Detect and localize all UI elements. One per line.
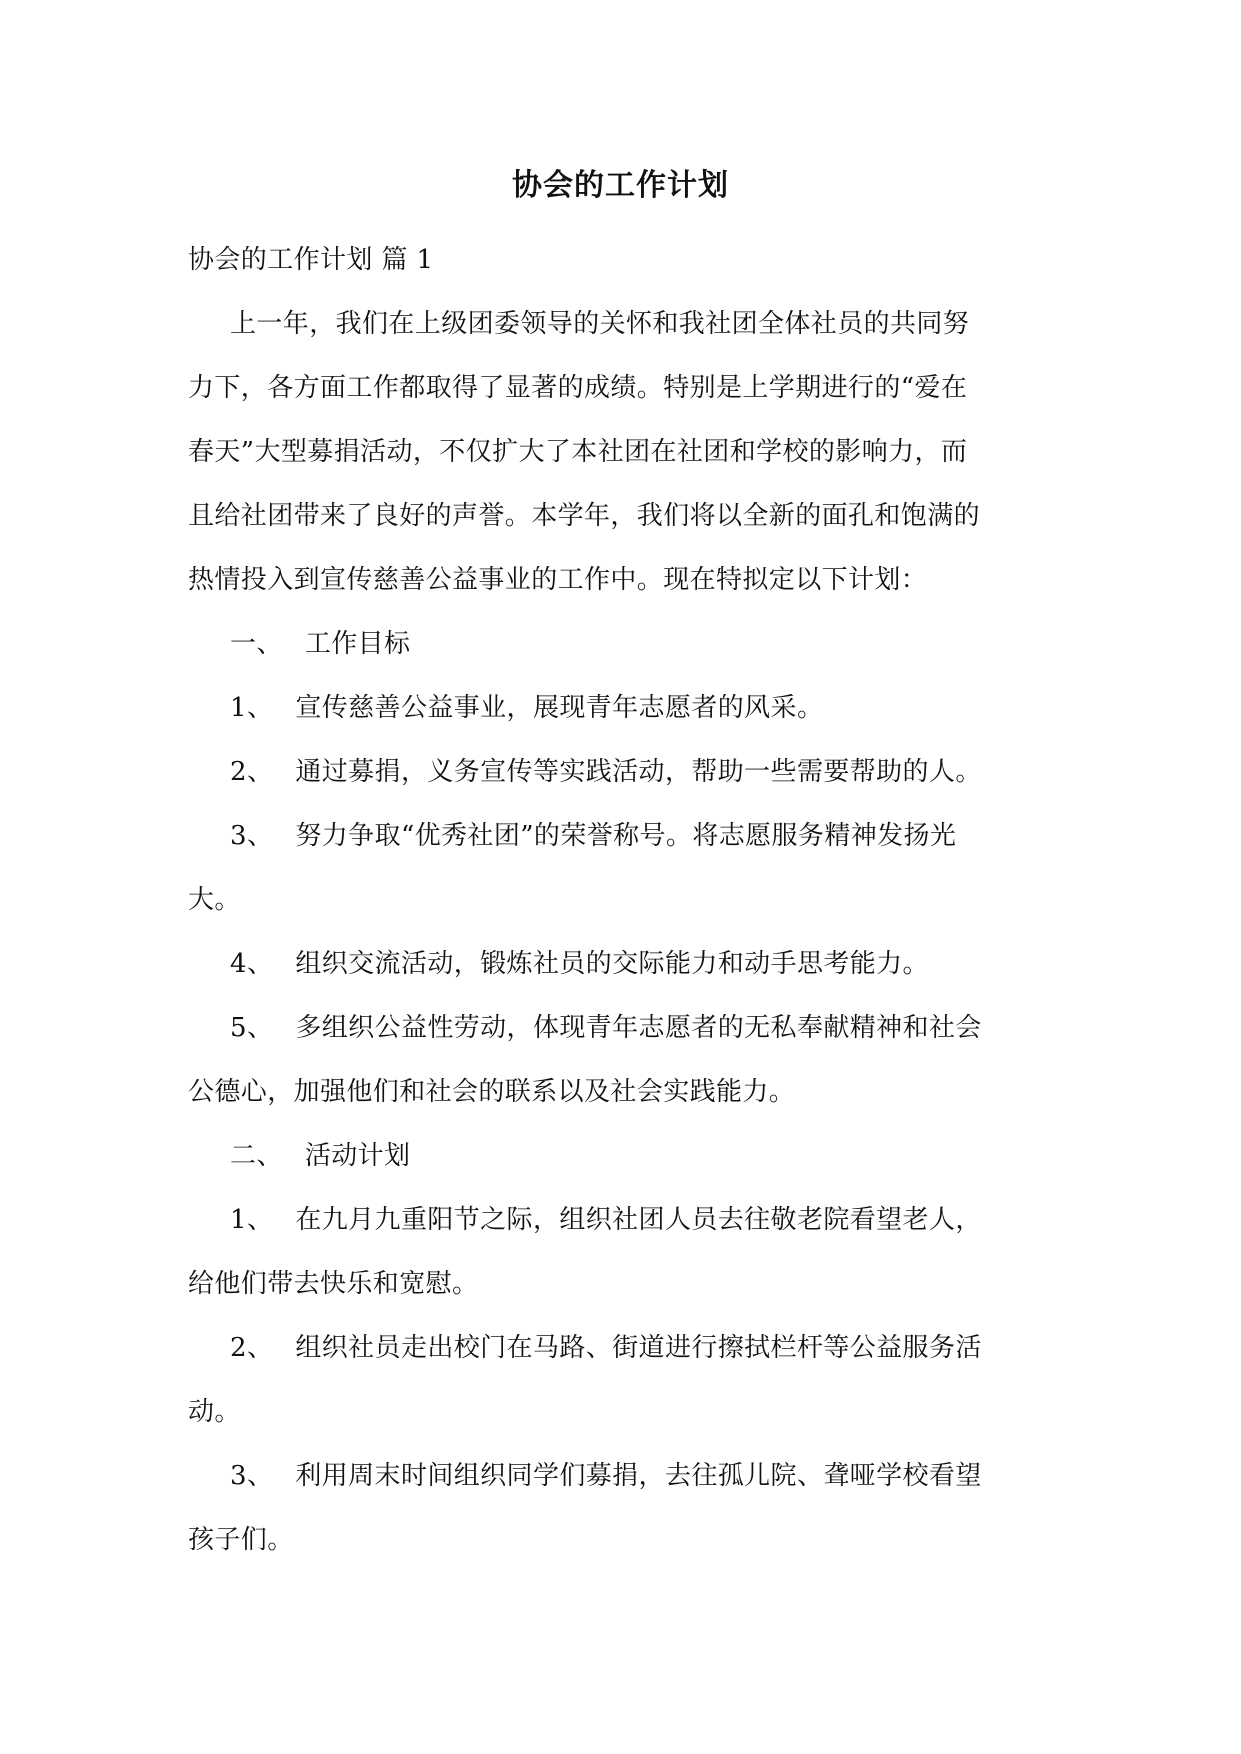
intro-line: 力下，各方面工作都取得了显著的成绩。特别是上学期进行的“爱在 [188,373,968,403]
item-continuation: 动。 [188,1397,241,1427]
item-number: 3、 [230,1461,274,1491]
item-text: 在九月九重阳节之际，组织社团人员去往敬老院看望老人， [295,1205,982,1235]
section-number: 二、 [230,1141,283,1171]
item-text: 组织社员走出校门在马路、街道进行擦拭栏杆等公益服务活 [295,1333,982,1363]
list-item [188,740,1053,804]
item-number: 1、 [230,1205,274,1235]
section-heading [188,1124,1053,1188]
item-text: 努力争取“优秀社团”的荣誉称号。将志愿服务精神发扬光 [295,821,957,851]
item-continuation: 公德心，加强他们和社会的联系以及社会实践能力。 [188,1077,796,1107]
list-item [188,1188,1053,1252]
document-body [188,228,1053,1572]
item-text: 通过募捐，义务宣传等实践活动，帮助一些需要帮助的人。 [295,757,982,787]
item-number: 4、 [230,949,274,979]
section-number: 一、 [230,629,283,659]
intro-line: 上一年，我们在上级团委领导的关怀和我社团全体社员的共同努 [230,309,970,339]
item-continuation: 大。 [188,885,241,915]
list-item [188,996,1053,1060]
item-text: 利用周末时间组织同学们募捐，去往孤儿院、聋哑学校看望 [295,1461,982,1491]
item-continuation: 给他们带去快乐和宽慰。 [188,1269,479,1299]
item-number: 2、 [230,1333,274,1363]
document-title: 协会的工作计划 [512,168,729,203]
list-item [188,1444,1053,1508]
list-item [188,932,1053,996]
list-item [188,676,1053,740]
item-text: 组织交流活动，锻炼社员的交际能力和动手思考能力。 [295,949,929,979]
section-title: 工作目标 [304,629,411,659]
item-number: 3、 [230,821,274,851]
item-text: 宣传慈善公益事业，展现青年志愿者的风采。 [295,693,824,723]
list-item [188,1316,1053,1380]
section-title: 活动计划 [304,1141,411,1171]
document-subtitle: 协会的工作计划 篇 1 [188,245,434,275]
section-heading [188,612,1053,676]
intro-line: 春天”大型募捐活动，不仅扩大了本社团在社团和学校的影响力，而 [188,437,968,467]
intro-line: 且给社团带来了良好的声誉。本学年，我们将以全新的面孔和饱满的 [188,501,981,531]
item-number: 5、 [230,1013,274,1043]
item-number: 2、 [230,757,274,787]
item-text: 多组织公益性劳动，体现青年志愿者的无私奉献精神和社会 [295,1013,982,1043]
item-continuation: 孩子们。 [188,1525,294,1555]
item-number: 1、 [230,693,274,723]
list-item [188,804,1053,868]
intro-line: 热情投入到宣传慈善公益事业的工作中。现在特拟定以下计划： [188,565,928,595]
